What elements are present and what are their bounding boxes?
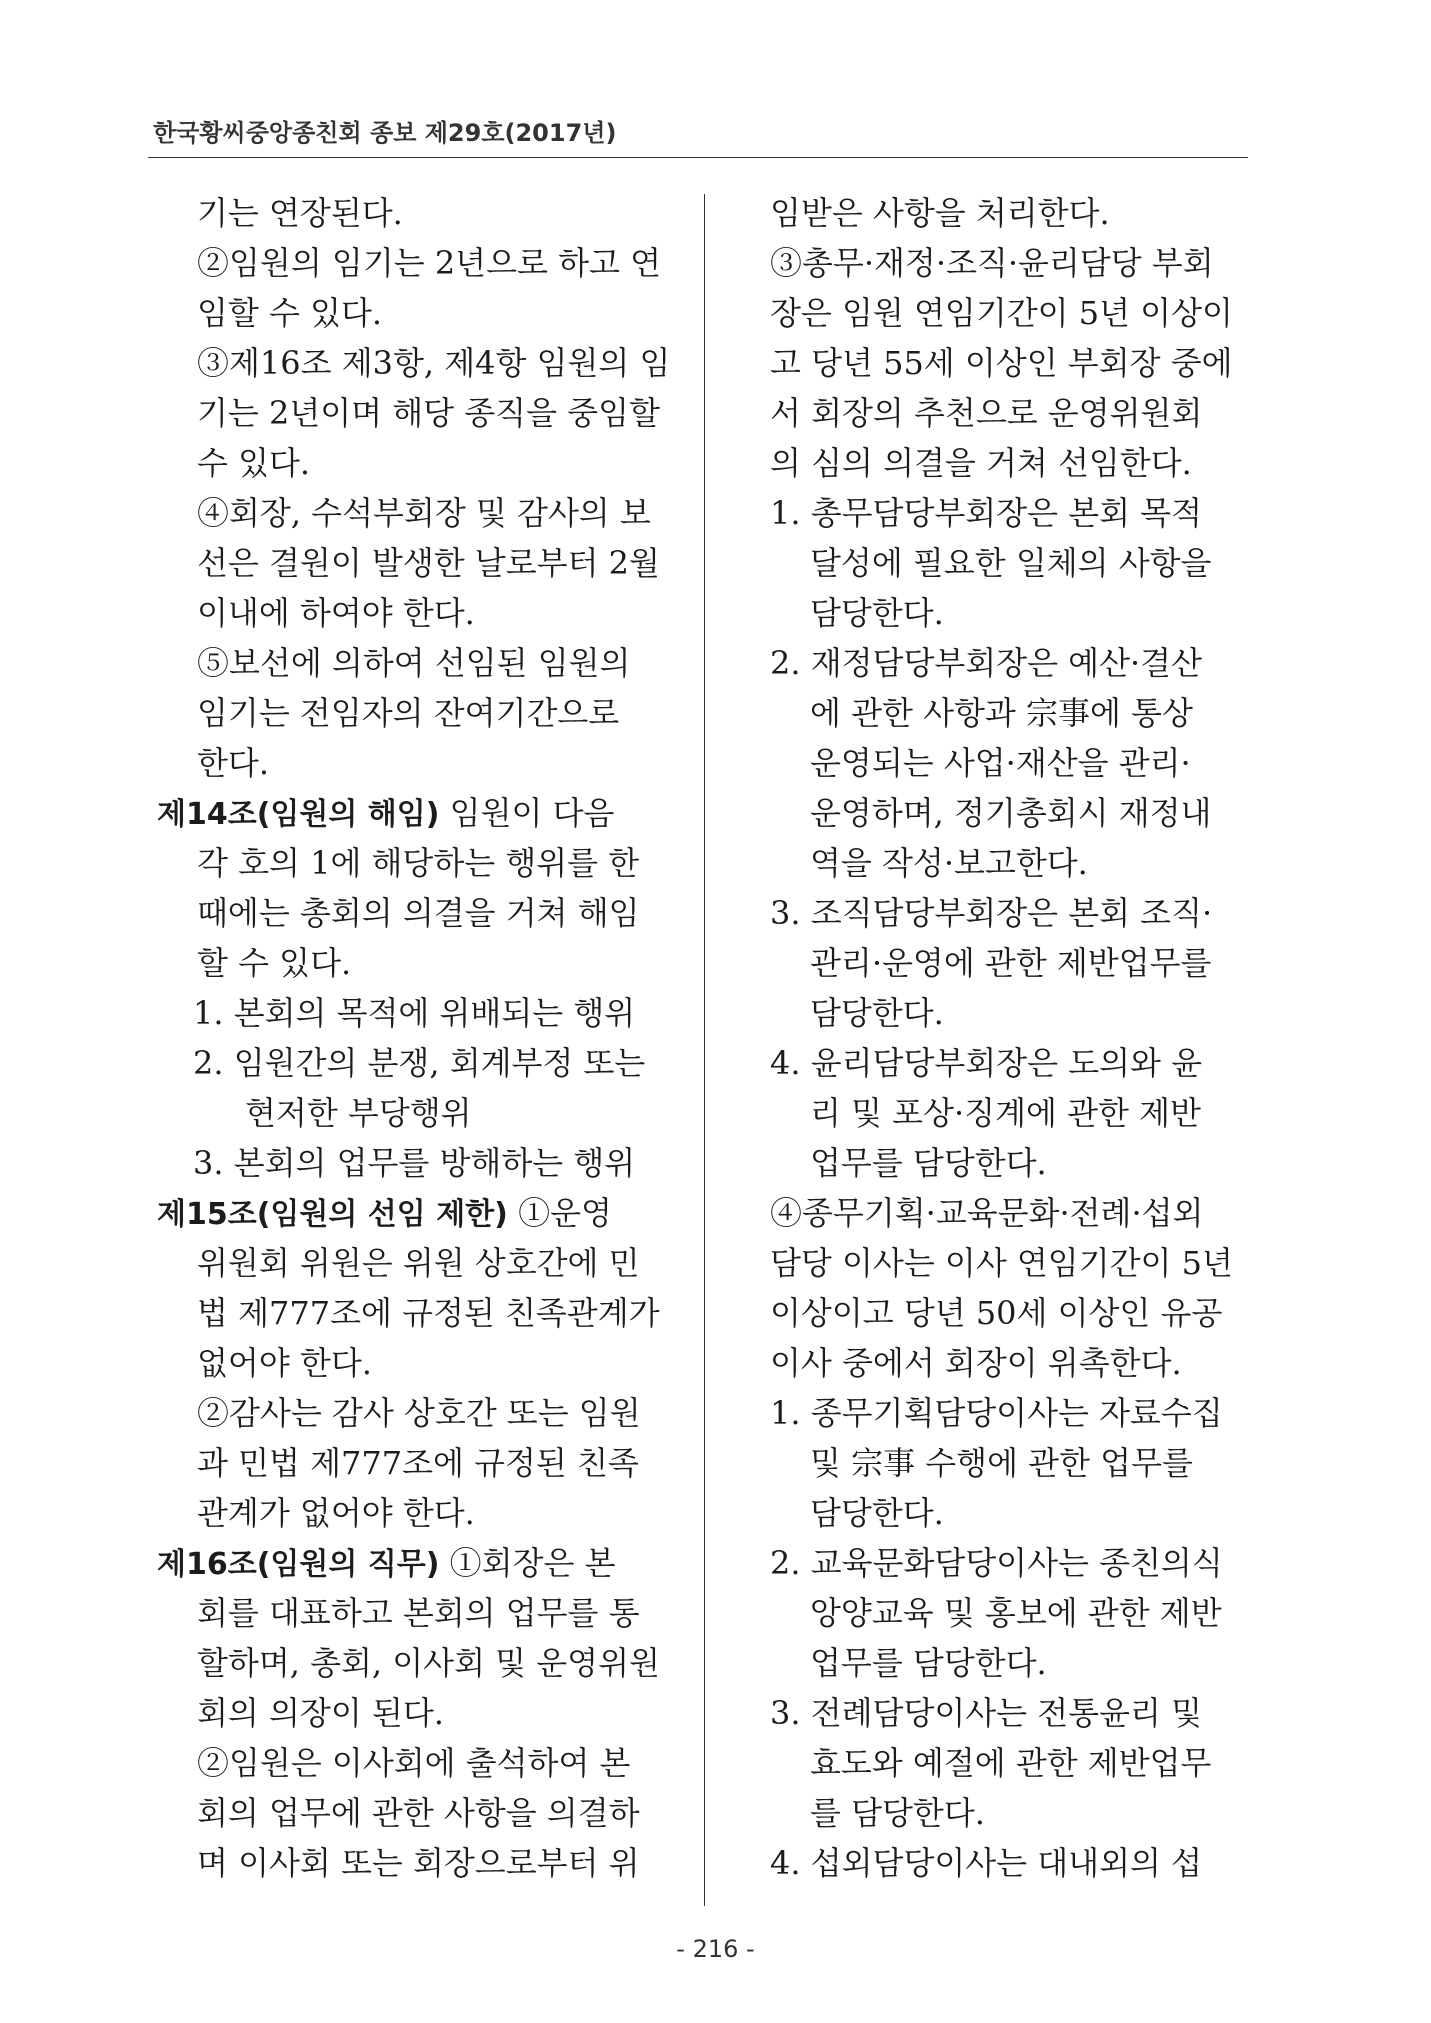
text-line [770, 938, 1248, 988]
line-text: ③제16조 제3항, 제4항 임원의 임 [197, 344, 671, 382]
text-line [157, 1538, 673, 1588]
text-line [157, 1388, 673, 1438]
line-text: 업무를 담당한다. [810, 1644, 1047, 1682]
line-text: 담당한다. [810, 1494, 944, 1532]
line-text: ③총무·재정·조직·윤리담당 부회 [770, 244, 1214, 282]
line-text: 서 회장의 추천으로 운영위원회 [770, 394, 1203, 432]
line-text: 장은 임원 연임기간이 5년 이상이 [770, 294, 1233, 332]
line-text: 앙양교육 및 홍보에 관한 제반 [810, 1594, 1222, 1632]
text-line [770, 1338, 1248, 1388]
text-line [770, 1138, 1248, 1188]
line-text: 3. 전례담당이사는 전통윤리 및 [770, 1694, 1202, 1732]
line-text: ①회장은 본 [439, 1544, 616, 1582]
line-text: 의 심의 의결을 거쳐 선임한다. [770, 444, 1192, 482]
left-column [157, 188, 673, 1888]
line-text: 며 이사회 또는 회장으로부터 위 [197, 1844, 640, 1882]
text-line [770, 1638, 1248, 1688]
line-text: 및 宗事 수행에 관한 업무를 [810, 1444, 1193, 1482]
text-line [157, 988, 673, 1038]
line-text: 1. 총무담당부회장은 본회 목적 [770, 494, 1202, 532]
line-text: 임원이 다음 [439, 794, 615, 832]
line-text: 2. 교육문화담당이사는 종친의식 [770, 1544, 1223, 1582]
text-line [157, 338, 673, 388]
text-line [770, 1238, 1248, 1288]
text-line [770, 1588, 1248, 1638]
text-line [770, 538, 1248, 588]
text-line [157, 1438, 673, 1488]
text-line [770, 1788, 1248, 1838]
line-text: ②임원은 이사회에 출석하여 본 [197, 1744, 631, 1782]
line-text: 이상이고 당년 50세 이상인 유공 [770, 1294, 1223, 1332]
text-line [157, 888, 673, 938]
line-text: 각 호의 1에 해당하는 행위를 한 [197, 844, 640, 882]
text-line [770, 488, 1248, 538]
text-line [770, 1838, 1248, 1888]
text-line [157, 1588, 673, 1638]
text-line [157, 788, 673, 838]
text-line [770, 288, 1248, 338]
line-text: 회의 의장이 된다. [197, 1694, 444, 1732]
text-line [770, 1388, 1248, 1438]
text-line [770, 188, 1248, 238]
line-text: 달성에 필요한 일체의 사항을 [810, 544, 1212, 582]
line-text: 4. 윤리담당부회장은 도의와 윤 [770, 1044, 1202, 1082]
line-text: 이사 중에서 회장이 위촉한다. [770, 1344, 1182, 1382]
text-line [770, 688, 1248, 738]
line-text: 2. 임원간의 분쟁, 회계부정 또는 [193, 1044, 646, 1082]
text-line [770, 1438, 1248, 1488]
text-line [770, 588, 1248, 638]
text-line [157, 238, 673, 288]
line-text: 운영되는 사업·재산을 관리· [810, 744, 1191, 782]
line-text: 담당한다. [810, 994, 944, 1032]
text-line [157, 1238, 673, 1288]
text-line [770, 1288, 1248, 1338]
header-rule [148, 157, 1248, 158]
line-text: 업무를 담당한다. [810, 1144, 1047, 1182]
line-text: 할하며, 총회, 이사회 및 운영위원 [197, 1644, 660, 1682]
text-line [157, 1788, 673, 1838]
text-line [157, 1038, 673, 1088]
line-text: 없어야 한다. [197, 1344, 372, 1382]
line-text: ④회장, 수석부회장 및 감사의 보 [197, 494, 651, 532]
line-text: 임받은 사항을 처리한다. [770, 194, 1110, 232]
line-text: 관리·운영에 관한 제반업무를 [810, 944, 1212, 982]
line-text: 과 민법 제777조에 규정된 친족 [197, 1444, 639, 1482]
line-text: 때에는 총회의 의결을 거쳐 해임 [197, 894, 640, 932]
line-text: ②감사는 감사 상호간 또는 임원 [197, 1394, 641, 1432]
line-text: 이내에 하여야 한다. [197, 594, 475, 632]
line-text: 운영하며, 정기총회시 재정내 [810, 794, 1212, 832]
text-line [157, 1288, 673, 1338]
text-line [157, 838, 673, 888]
line-text: 회를 대표하고 본회의 업무를 통 [197, 1594, 640, 1632]
line-text: 4. 섭외담당이사는 대내외의 섭 [770, 1844, 1202, 1882]
text-line [770, 338, 1248, 388]
text-line [157, 188, 673, 238]
text-line [157, 1138, 673, 1188]
text-line [770, 838, 1248, 888]
line-text: 3. 조직담당부회장은 본회 조직· [770, 894, 1213, 932]
article-heading: 제14조(임원의 해임) [157, 797, 440, 832]
line-text: ⑤보선에 의하여 선임된 임원의 [197, 644, 631, 682]
text-line [157, 938, 673, 988]
text-line [770, 1738, 1248, 1788]
line-text: 선은 결원이 발생한 날로부터 2월 [197, 544, 660, 582]
line-text: 담당한다. [810, 594, 944, 632]
line-text: 리 및 포상·징계에 관한 제반 [810, 1094, 1201, 1132]
running-header: 한국황씨중앙종친회 종보 제29호(2017년) [153, 119, 617, 147]
text-line [157, 288, 673, 338]
text-line [770, 238, 1248, 288]
text-line [157, 1638, 673, 1688]
line-text: 위원회 위원은 위원 상호간에 민 [197, 1244, 640, 1282]
line-text: 한다. [197, 744, 269, 782]
text-line [770, 1688, 1248, 1738]
text-line [157, 488, 673, 538]
article-heading: 제15조(임원의 선임 제한) [157, 1197, 508, 1232]
text-line [770, 1188, 1248, 1238]
page-number: - 216 - [676, 1935, 755, 1963]
text-line [770, 1038, 1248, 1088]
text-line [770, 638, 1248, 688]
text-line [770, 1088, 1248, 1138]
line-text: ①운영 [507, 1194, 612, 1232]
article-heading: 제16조(임원의 직무) [157, 1547, 440, 1582]
line-text: 에 관한 사항과 宗事에 통상 [810, 694, 1193, 732]
text-line [770, 1488, 1248, 1538]
text-line [770, 888, 1248, 938]
column-divider [704, 194, 705, 1906]
line-text: 역을 작성·보고한다. [810, 844, 1088, 882]
text-line [770, 1538, 1248, 1588]
line-text: 고 당년 55세 이상인 부회장 중에 [770, 344, 1233, 382]
text-line [157, 1488, 673, 1538]
line-text: 기는 연장된다. [197, 194, 403, 232]
line-text: 법 제777조에 규정된 친족관계가 [197, 1294, 660, 1332]
text-line [157, 1688, 673, 1738]
text-line [770, 438, 1248, 488]
line-text: 할 수 있다. [197, 944, 352, 982]
line-text: 담당 이사는 이사 연임기간이 5년 [770, 1244, 1233, 1282]
text-line [157, 538, 673, 588]
line-text: 관계가 없어야 한다. [197, 1494, 475, 1532]
text-line [157, 638, 673, 688]
line-text: ②임원의 임기는 2년으로 하고 연 [197, 244, 661, 282]
text-line [157, 1838, 673, 1888]
line-text: 기는 2년이며 해당 종직을 중임할 [197, 394, 660, 432]
line-text: 임할 수 있다. [197, 294, 383, 332]
text-line [157, 1738, 673, 1788]
text-line [770, 788, 1248, 838]
line-text: 2. 재정담당부회장은 예산·결산 [770, 644, 1202, 682]
text-line [157, 738, 673, 788]
right-column [770, 188, 1248, 1888]
text-line [770, 738, 1248, 788]
text-line [157, 688, 673, 738]
line-text: 3. 본회의 업무를 방해하는 행위 [193, 1144, 636, 1182]
line-text: 1. 종무기획담당이사는 자료수집 [770, 1394, 1223, 1432]
line-text: 현저한 부당행위 [245, 1094, 472, 1132]
text-line [770, 388, 1248, 438]
text-line [157, 388, 673, 438]
text-line [157, 1188, 673, 1238]
text-line [157, 438, 673, 488]
line-text: 임기는 전임자의 잔여기간으로 [197, 694, 620, 732]
line-text: 를 담당한다. [810, 1794, 985, 1832]
line-text: 회의 업무에 관한 사항을 의결하 [197, 1794, 640, 1832]
line-text: 효도와 예절에 관한 제반업무 [810, 1744, 1212, 1782]
line-text: 수 있다. [197, 444, 311, 482]
line-text: ④종무기획·교육문화·전례·섭외 [770, 1194, 1204, 1232]
text-line [157, 1338, 673, 1388]
text-line [157, 1088, 673, 1138]
text-line [770, 988, 1248, 1038]
line-text: 1. 본회의 목적에 위배되는 행위 [193, 994, 636, 1032]
text-line [157, 588, 673, 638]
